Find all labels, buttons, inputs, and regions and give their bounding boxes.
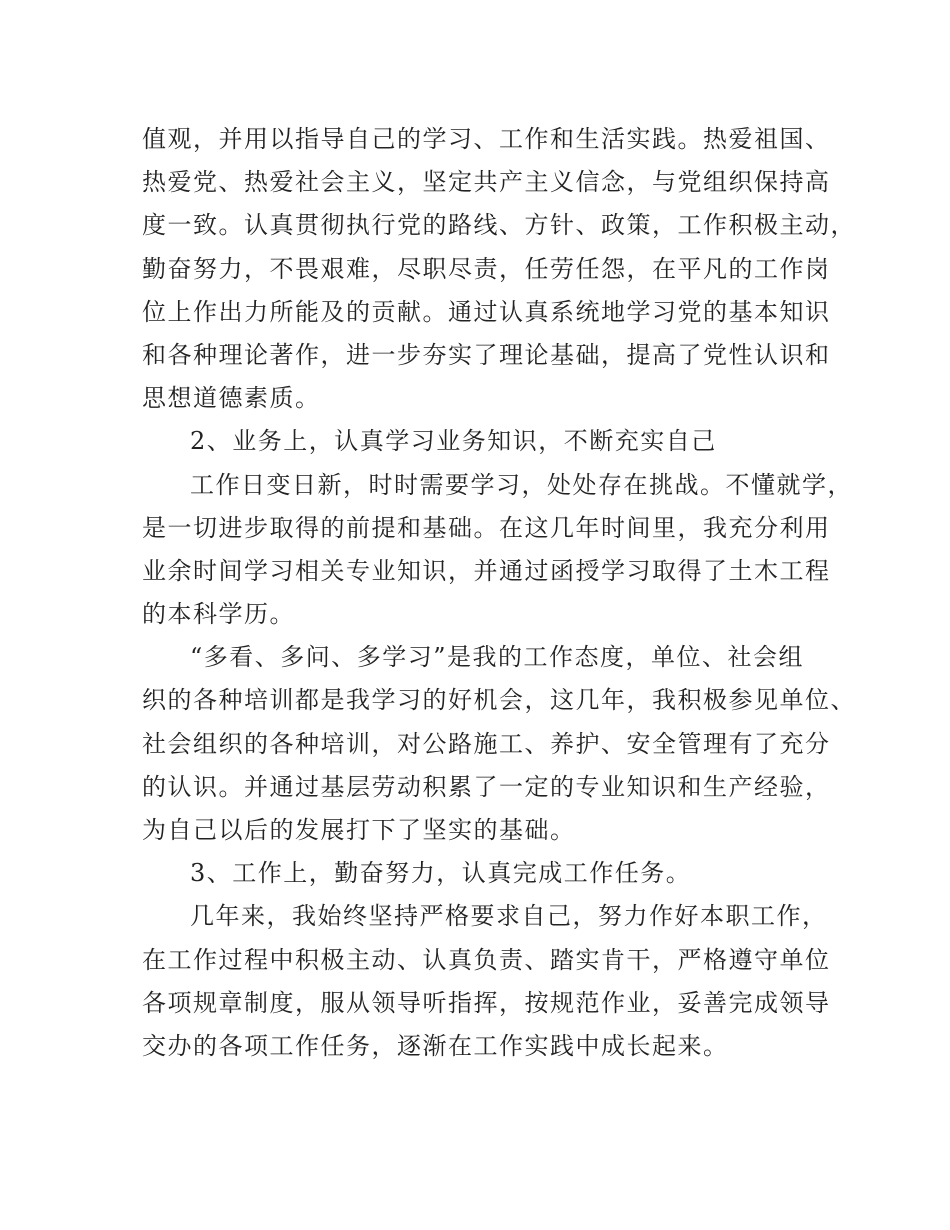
text-line: 勤奋努力，不畏艰难，尽职尽责，任劳任怨，在平凡的工作岗 <box>142 254 831 283</box>
text-line: 思想道德素质。 <box>142 384 321 413</box>
text-line: 度一致。认真贯彻执行党的路线、方针、政策，工作积极主动， <box>142 211 856 240</box>
paragraph-work <box>142 895 832 1068</box>
text-line: 和各种理论著作，进一步夯实了理论基础，提高了党性认识和 <box>142 340 831 369</box>
text-line: 织的各种培训都是我学习的好机会，这几年，我积极参见单位、 <box>142 686 856 715</box>
text-line: 值观，并用以指导自己的学习、工作和生活实践。热爱祖国、 <box>142 125 831 153</box>
text-line: 交办的各项工作任务，逐渐在工作实践中成长起来。 <box>142 1031 729 1060</box>
document-body <box>142 118 856 1068</box>
text-line: 位上作出力所能及的贡献。通过认真系统地学习党的基本知识 <box>142 297 831 326</box>
text-line: 业余时间学习相关专业知识，并通过函授学习取得了土木工程 <box>142 556 831 585</box>
text-line: 在工作过程中积极主动、认真负责、踏实肯干，严格遵守单位 <box>142 945 831 974</box>
text-line: 热爱党、热爱社会主义，坚定共产主义信念，与党组织保持高 <box>142 168 831 197</box>
text-line: “多看、多问、多学习”是我的工作态度，单位、社会组 <box>190 643 805 672</box>
text-line: 社会组织的各种培训，对公路施工、养护、安全管理有了充分 <box>142 729 831 758</box>
text-line: 的本科学历。 <box>142 600 295 629</box>
paragraph-learning <box>142 464 853 637</box>
paragraph-values <box>142 118 856 420</box>
text-line: 为自己以后的发展打下了坚实的基础。 <box>142 816 576 844</box>
text-line: 的认识。并通过基层劳动积累了一定的专业知识和生产经验， <box>142 772 831 801</box>
text-line: 工作日变日新，时时需要学习，处处存在挑战。不懂就学， <box>190 470 853 499</box>
text-line: 各项规章制度，服从领导听指挥，按规范作业，妥善完成领导 <box>142 988 831 1017</box>
text-line: 是一切进步取得的前提和基础。在这几年时间里，我充分利用 <box>142 513 831 542</box>
text-line: 几年来，我始终坚持严格要求自己，努力作好本职工作， <box>190 902 828 931</box>
paragraph-training <box>142 636 856 852</box>
section-heading-business: 2、业务上，认真学习业务知识，不断充实自己 <box>190 427 717 456</box>
section-heading-work: 3、工作上，勤奋努力，认真完成工作任务。 <box>190 859 692 888</box>
